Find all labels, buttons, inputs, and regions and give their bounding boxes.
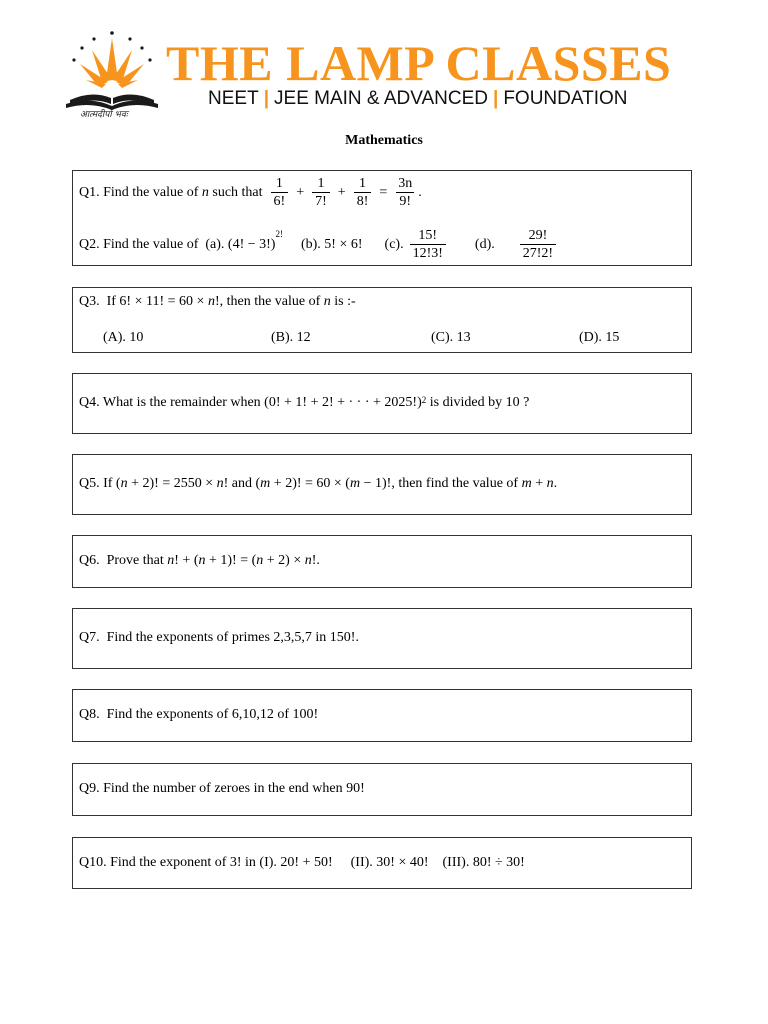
page-title: Mathematics (345, 133, 423, 148)
fraction: $\frac{1}{6!}$ (271, 175, 289, 210)
question-q6: Q6. Prove that n ! + ( n + 1)! = ( n + 2) × n !. (79, 553, 320, 568)
operator: + (296, 184, 305, 200)
tagline (208, 88, 628, 110)
question-box-q10 (72, 837, 692, 889)
question-q5: Q5. If ( n + 2)! = 2550 × n ! and ( m + 2)! = 60 × ( m − 1)!, then find the value of m + n . (79, 476, 558, 491)
question-box-q6 (72, 535, 692, 588)
question-q2 (79, 227, 559, 262)
operator: + (337, 184, 346, 200)
question-q4: Q4. What is the remainder when (0! + 1! + 2! + · · · + 2025!) $^2$ is divided by 10 ? (79, 395, 530, 410)
tagline-jee: JEE MAIN & ADVANCED (274, 88, 488, 109)
q1-text: Q1. Find the value of (79, 184, 202, 200)
question-q1 (79, 175, 422, 210)
operator: = (379, 184, 388, 200)
q1-var: n (201, 184, 209, 200)
fraction: $\frac{1}{7!}$ (312, 175, 330, 210)
q1-end: . (418, 184, 422, 200)
q10-part-1: (I). 20! + 50! (259, 855, 333, 870)
option-d: (D). 15 (579, 330, 620, 345)
fraction: $\frac{3n}{9!}$ (398, 176, 413, 209)
q10-part-2: (II). 30! × 40! (350, 855, 429, 870)
tagline-separator: | (263, 88, 270, 109)
brand-name: THE LAMP CLASSES (166, 35, 672, 91)
question-q3: Q3. If 6! × 11! = 60 × n !, then the value of n is :- (79, 294, 356, 309)
q2-a-expr: (4! − 3!) (227, 236, 276, 252)
q2-a-exponent: 2! (275, 229, 283, 239)
question-box-q5 (72, 454, 692, 515)
question-q7: Q7. Find the exponents of primes 2,3,5,7 in 150!. (79, 630, 359, 645)
question-box-q9 (72, 763, 692, 816)
q2-b-label: (b). (300, 236, 321, 252)
option-b: (B). 12 (271, 330, 311, 345)
q2-d-label: (d). (474, 236, 495, 252)
fraction: $\frac{29!}{27!2!}$ (520, 227, 556, 262)
motto: आत्मदीपो भवः (80, 110, 128, 120)
question-box-q4 (72, 373, 692, 434)
question-box-q7 (72, 608, 692, 669)
header (0, 0, 768, 125)
tagline-foundation: FOUNDATION (503, 88, 628, 109)
fraction: $\frac{1}{8!}$ (354, 175, 372, 210)
q2-text: Q2. Find the value of (79, 236, 206, 252)
q1-text-mid: such that (208, 184, 263, 200)
q2-c-label: (c). (384, 236, 404, 252)
question-box-q8 (72, 689, 692, 742)
option-c: (C). 13 (431, 330, 471, 345)
question-q8: Q8. Find the exponents of 6,10,12 of 100! (79, 707, 319, 722)
tagline-neet: NEET (208, 88, 259, 109)
q2-b-expr: 5! × 6! (324, 236, 363, 252)
question-q9: Q9. Find the number of zeroes in the end when 90! (79, 781, 365, 796)
q2-a-label: (a). (205, 236, 225, 252)
question-box-q1-q2 (72, 170, 692, 266)
question-q10: Q10. Find the exponent of 3! in (I). 20! + 50! (II). 30! × 40! (III). 80! ÷ 30! (79, 855, 525, 870)
q10-part-3: (III). 80! ÷ 30! (442, 855, 525, 870)
option-a: (A). 10 (103, 330, 144, 345)
tagline-separator: | (493, 88, 499, 109)
fraction: $\frac{15!}{12!3!}$ (410, 227, 446, 262)
question-box-q3 (72, 287, 692, 353)
